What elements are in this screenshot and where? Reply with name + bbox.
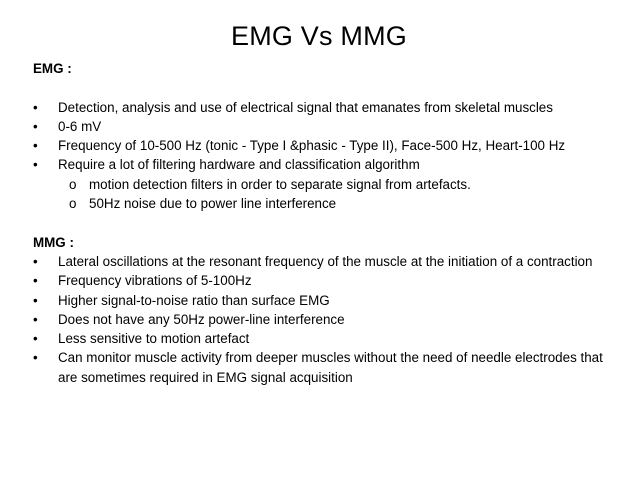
list-item	[33, 271, 623, 290]
list-item-text: Less sensitive to motion artefact	[58, 331, 250, 347]
list-item-text: Frequency of 10-500 Hz (tonic - Type I &phasic - Type II), Face-500 Hz, Heart-100 Hz	[58, 138, 566, 154]
emg-bullet-list	[33, 98, 623, 214]
list-item	[33, 136, 623, 155]
bullet-marker: •	[33, 138, 38, 154]
spacer	[33, 78, 623, 97]
list-item	[33, 348, 623, 387]
bullet-marker: •	[33, 311, 38, 327]
bullet-marker: •	[33, 331, 38, 347]
bullet-marker: •	[33, 292, 38, 308]
list-item-text: Can monitor muscle activity from deeper muscles without the need of needle electrodes that are sometimes required in EMG signal acquisition	[58, 350, 603, 385]
slide-title: EMG Vs MMG	[231, 21, 407, 51]
list-item	[33, 291, 623, 310]
list-item-text: Require a lot of filtering hardware and classification algorithm	[58, 157, 420, 173]
list-item	[33, 252, 623, 271]
bullet-marker: •	[33, 157, 38, 173]
slide-content	[33, 59, 623, 387]
list-item-text: Lateral oscillations at the resonant frequency of the muscle at the initiation of a contraction	[58, 253, 593, 269]
bullet-marker: •	[33, 99, 38, 115]
list-item	[33, 310, 623, 329]
emg-heading: EMG :	[33, 61, 72, 76]
list-item-text: Does not have any 50Hz power-line interference	[58, 311, 345, 327]
spacer	[33, 213, 623, 232]
bullet-marker: •	[33, 253, 38, 269]
sub-list-item-text: motion detection filters in order to separate signal from artefacts.	[89, 176, 471, 192]
mmg-heading: MMG :	[33, 234, 74, 250]
list-item	[33, 155, 623, 174]
list-item-text: Higher signal-to-noise ratio than surface EMG	[58, 292, 330, 308]
list-item	[33, 329, 623, 348]
sub-list-item	[33, 194, 623, 213]
bullet-marker: •	[33, 273, 38, 289]
mmg-bullet-list	[33, 252, 623, 387]
sub-list-item	[33, 175, 623, 194]
subbullet-marker: o	[69, 196, 77, 212]
list-item-text: Frequency vibrations of 5-100Hz	[58, 273, 252, 289]
bullet-marker: •	[33, 118, 38, 134]
list-item-text: 0-6 mV	[58, 118, 102, 134]
list-item	[33, 117, 623, 136]
subbullet-marker: o	[69, 176, 77, 192]
sub-list-item-text: 50Hz noise due to power line interference	[89, 196, 337, 212]
list-item	[33, 98, 623, 117]
bullet-marker: •	[33, 350, 38, 366]
list-item-text: Detection, analysis and use of electrical signal that emanates from skeletal muscles	[58, 99, 553, 115]
